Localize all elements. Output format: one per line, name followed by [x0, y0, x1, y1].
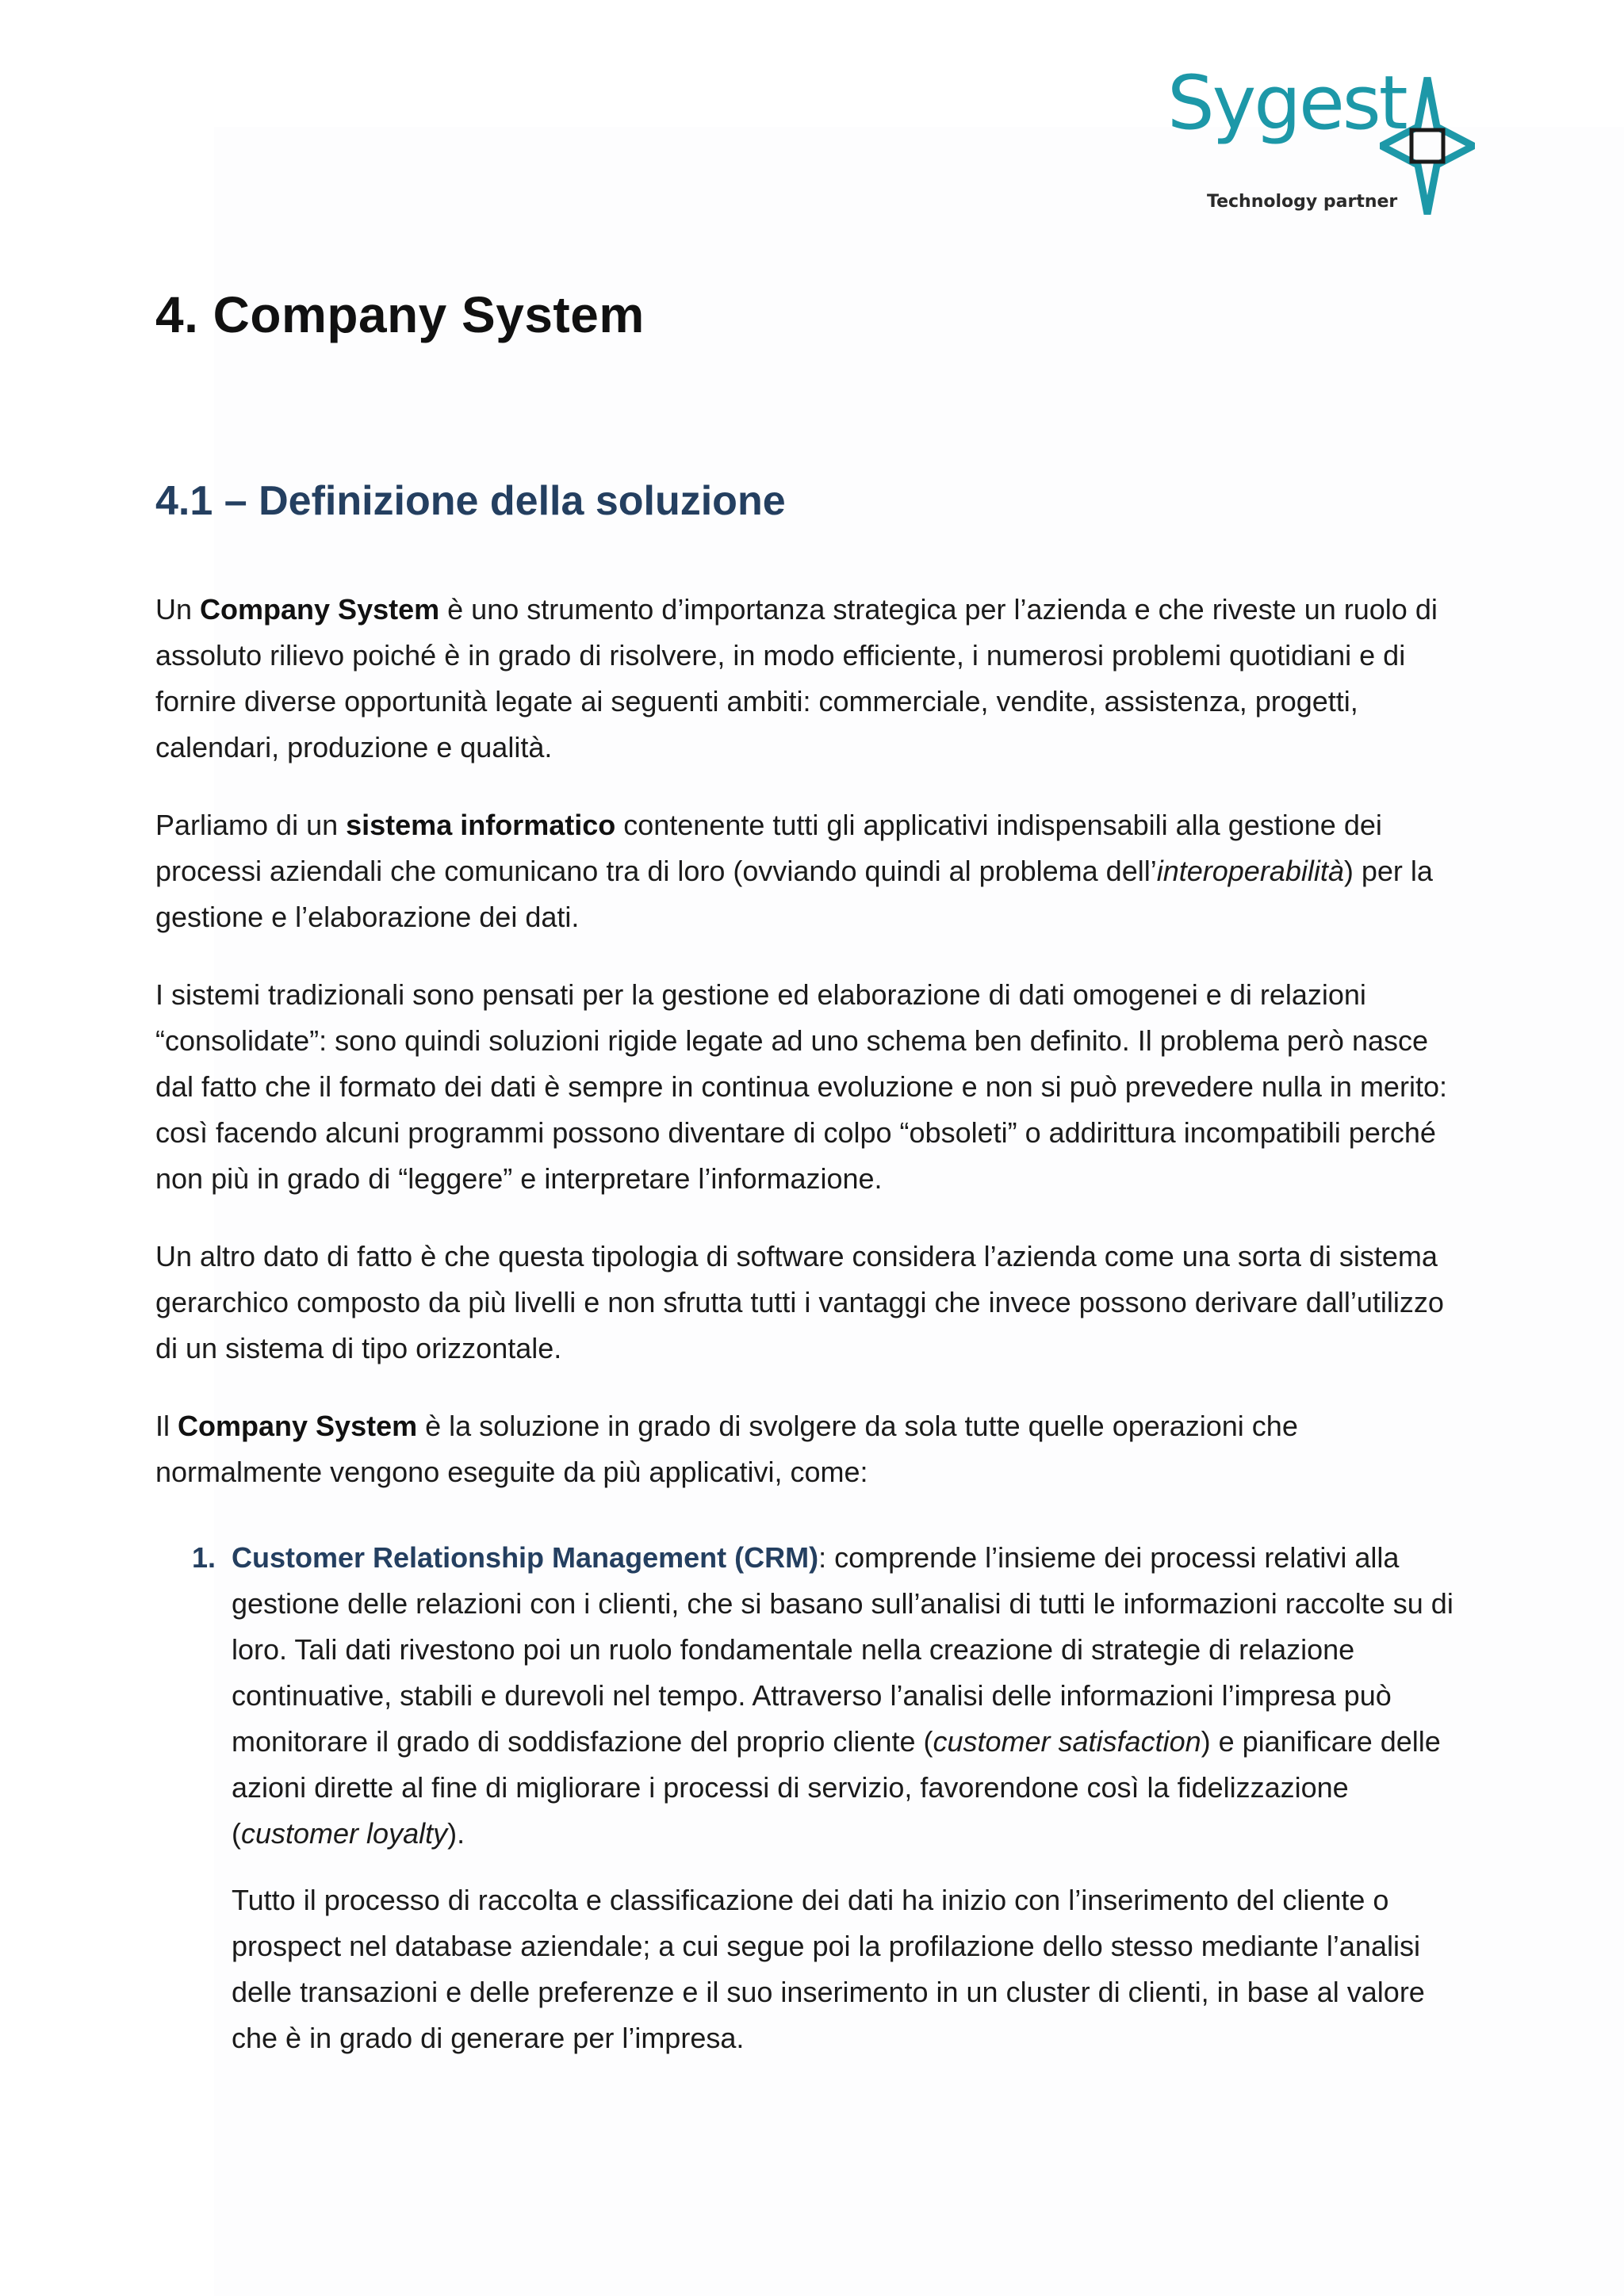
list-item: [192, 1535, 1472, 2061]
chapter-title: 4. Company System: [155, 286, 645, 343]
paragraph: I sistemi tradizionali sono pensati per la gestione ed elaborazione di dati omogenei e di relazioni “consolidate”: sono quindi soluzioni rigide legate ad uno schema ben definito. Il problema però nasce dal fatto che il formato dei dati è sempre in continua evoluzione e non si può prevedere nulla in merito: così facendo alcuni programmi possono diventare di colpo “obsoleti” o addirittura incompatibili perché non più in grado di “leggere” e interpretare l’informazione.: [155, 978, 1447, 1195]
italic-term: customer satisfaction: [933, 1725, 1201, 1758]
bold-term: sistema informatico: [346, 809, 616, 841]
section-title: 4.1 – Definizione della soluzione: [155, 478, 786, 524]
numbered-list: [155, 1535, 1472, 2061]
paragraph: Un Company System è uno strumento d’importanza strategica per l’azienda e che riveste un ruolo di assoluto rilievo poiché è in grado di risolvere, in modo efficiente, i numerosi problemi quotidiani e di fornire diverse opportunità legate ai seguenti ambiti: commerciale, vendite, assistenza, progetti, calendari, produzione e qualità.: [155, 593, 1438, 763]
logo-wordmark: Sygest: [1167, 60, 1406, 147]
logo-tagline: Technology partner: [1207, 192, 1398, 212]
paragraph: Parliamo di un sistema informatico contenente tutti gli applicativi indispensabili alla gestione dei processi aziendali che comunicano tra di loro (ovviando quindi al problema dell’interoperabilità) per la gestione e l’elaborazione dei dati.: [155, 809, 1433, 933]
body-text: [155, 587, 1472, 2061]
list-item-term: Customer Relationship Management (CRM): [232, 1541, 819, 1574]
list-item-text: Customer Relationship Management (CRM): comprende l’insieme dei processi relativi alla gestione delle relazioni con i clienti, che si basano sull’analisi di tutti le informazioni raccolte su di loro. Tali dati rivestono poi un ruolo fondamentale nella creazione di strategie di relazione continuative, stabili e durevoli nel tempo. Attraverso l’analisi delle informazioni l’impresa può monitorare il grado di soddisfazione del proprio cliente (customer satisfaction) e pianificare delle azioni dirette al fine di migliorare i processi di servizio, favorendone così la fidelizzazione (customer loyalty).: [232, 1541, 1454, 1850]
bold-term: Company System: [178, 1410, 418, 1442]
bold-term: Company System: [200, 593, 440, 626]
paragraph: Un altro dato di fatto è che questa tipologia di software considera l’azienda come una sorta di sistema gerarchico composto da più livelli e non sfrutta tutti i vantaggi che invece possono derivare dall’utilizzo di un sistema di tipo orizzontale.: [155, 1240, 1444, 1364]
italic-term: customer loyalty: [241, 1817, 448, 1850]
list-number: 1.: [192, 1541, 216, 1574]
list-item-followup: Tutto il processo di raccolta e classificazione dei dati ha inizio con l’inserimento del cliente o prospect nel database aziendale; a cui segue poi la profilazione dello stesso mediante l’analisi delle transazioni e delle preferenze e il suo inserimento in un cluster di clienti, in base al valore che è in grado di generare per l’impresa.: [232, 1884, 1425, 2054]
paragraph: Il Company System è la soluzione in grado di svolgere da sola tutte quelle operazioni che normalmente vengono eseguite da più applicativi, come:: [155, 1410, 1298, 1488]
sygest-logo: [1166, 60, 1475, 224]
italic-term: interoperabilità: [1156, 855, 1344, 887]
document-content: [155, 285, 1472, 2082]
